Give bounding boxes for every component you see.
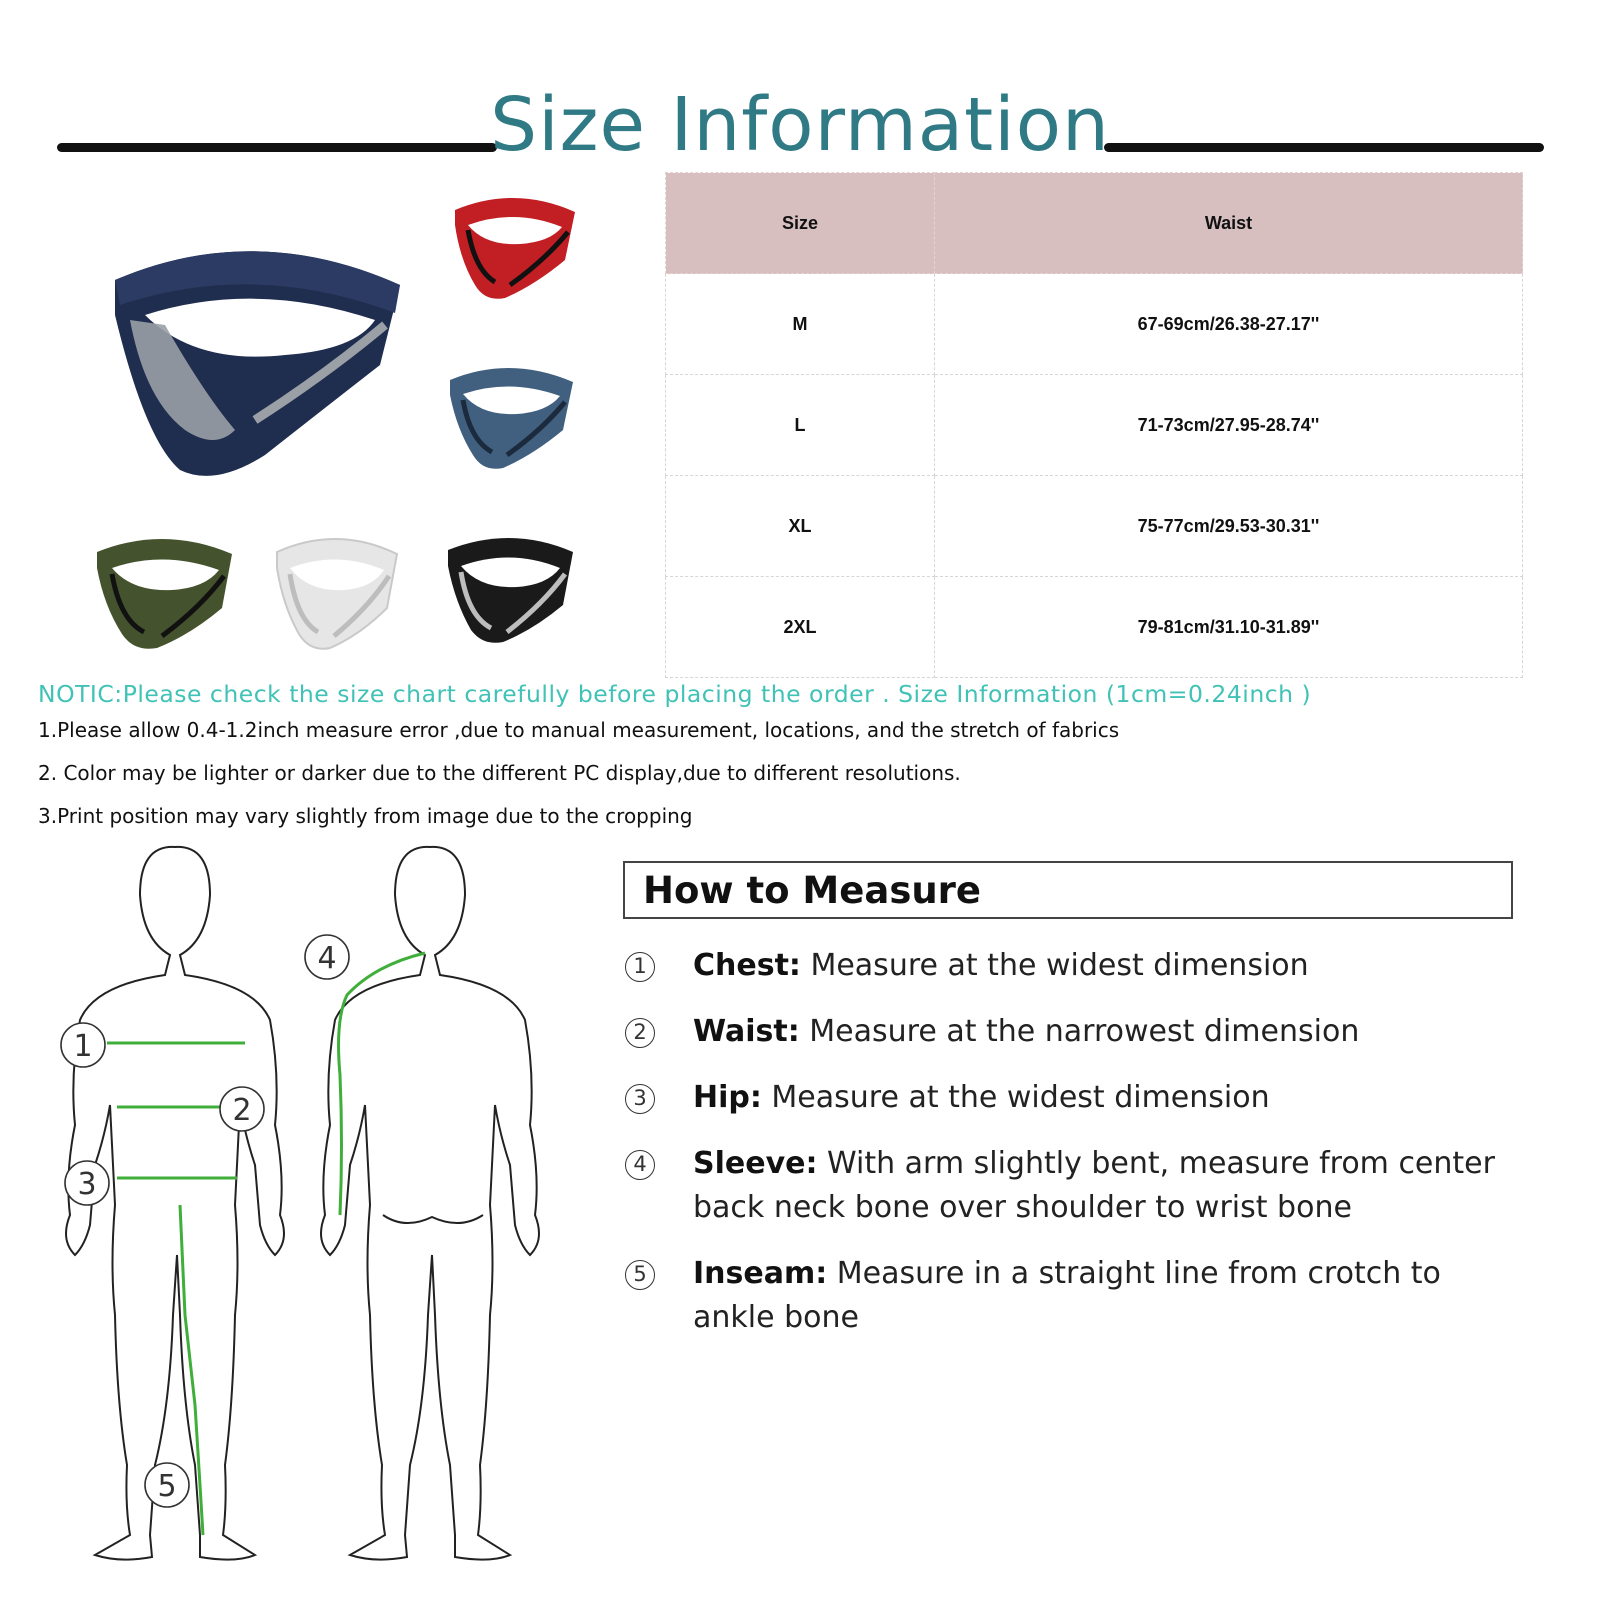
waist-cell: 71-73cm/27.95-28.74'' [935, 375, 1523, 476]
size-header: Size [666, 173, 935, 274]
item-number: 1 [625, 952, 655, 982]
size-notice: NOTIC:Please check the size chart carefully before placing the order . Size Information (1cm=0.24inch ) [38, 680, 1312, 708]
product-image-blue [445, 360, 580, 475]
item-number: 4 [625, 1150, 655, 1180]
product-image-red [450, 190, 580, 305]
item-label: Sleeve: [693, 1146, 818, 1181]
item-text [693, 1252, 1523, 1340]
item-label: Hip: [693, 1080, 762, 1115]
item-text [693, 944, 1523, 988]
sleeve-line [339, 953, 425, 1215]
marker-2: 2 [232, 1093, 252, 1128]
table-row [666, 375, 1523, 476]
product-image-green [92, 530, 237, 655]
item-description: Measure in a straight line from crotch to ankle bone [693, 1256, 1441, 1335]
marker-1: 1 [73, 1029, 93, 1064]
marker-4: 4 [317, 941, 337, 976]
marker-5: 5 [157, 1469, 177, 1504]
note-3: 3.Print position may vary slightly from image due to the cropping [38, 804, 693, 828]
page-title: Size Information [490, 82, 1110, 168]
item-text [693, 1010, 1523, 1054]
waist-cell: 75-77cm/29.53-30.31'' [935, 476, 1523, 577]
size-cell: 2XL [666, 577, 935, 678]
product-image-navy [105, 225, 415, 490]
item-number: 3 [625, 1084, 655, 1114]
size-cell: L [666, 375, 935, 476]
size-cell: M [666, 274, 935, 375]
marker-3: 3 [77, 1167, 97, 1202]
table-row [666, 577, 1523, 678]
front-figure-outline [66, 847, 284, 1560]
size-chart-table [665, 172, 1523, 678]
item-label: Chest: [693, 948, 801, 983]
waist-cell: 79-81cm/31.10-31.89'' [935, 577, 1523, 678]
back-figure-seat [383, 1215, 483, 1223]
title-rule-right [1104, 143, 1544, 152]
item-description: Measure at the narrowest dimension [799, 1014, 1360, 1049]
item-label: Waist: [693, 1014, 800, 1049]
item-text [693, 1142, 1523, 1230]
back-figure-outline [321, 847, 539, 1560]
size-table-header [666, 173, 1523, 274]
item-label: Inseam: [693, 1256, 828, 1291]
item-description: Measure at the widest dimension [800, 948, 1309, 983]
item-description: With arm slightly bent, measure from center back neck bone over shoulder to wrist bone [693, 1146, 1495, 1225]
item-number: 5 [625, 1260, 655, 1290]
how-to-measure-title: How to Measure [643, 869, 982, 912]
title-rule-left [57, 143, 497, 152]
item-description: Measure at the widest dimension [761, 1080, 1270, 1115]
size-cell: XL [666, 476, 935, 577]
item-number: 2 [625, 1018, 655, 1048]
measurement-figures [55, 845, 575, 1585]
note-1: 1.Please allow 0.4-1.2inch measure error ,due to manual measurement, locations, and the stretch of fabrics [38, 718, 1120, 742]
table-row [666, 476, 1523, 577]
how-to-measure-box [623, 861, 1513, 919]
product-image-black [443, 530, 578, 650]
waist-cell: 67-69cm/26.38-27.17'' [935, 274, 1523, 375]
note-2: 2. Color may be lighter or darker due to the different PC display,due to different resolutions. [38, 761, 961, 785]
product-image-white [272, 530, 402, 655]
item-text [693, 1076, 1523, 1120]
waist-header: Waist [935, 173, 1523, 274]
table-row [666, 274, 1523, 375]
